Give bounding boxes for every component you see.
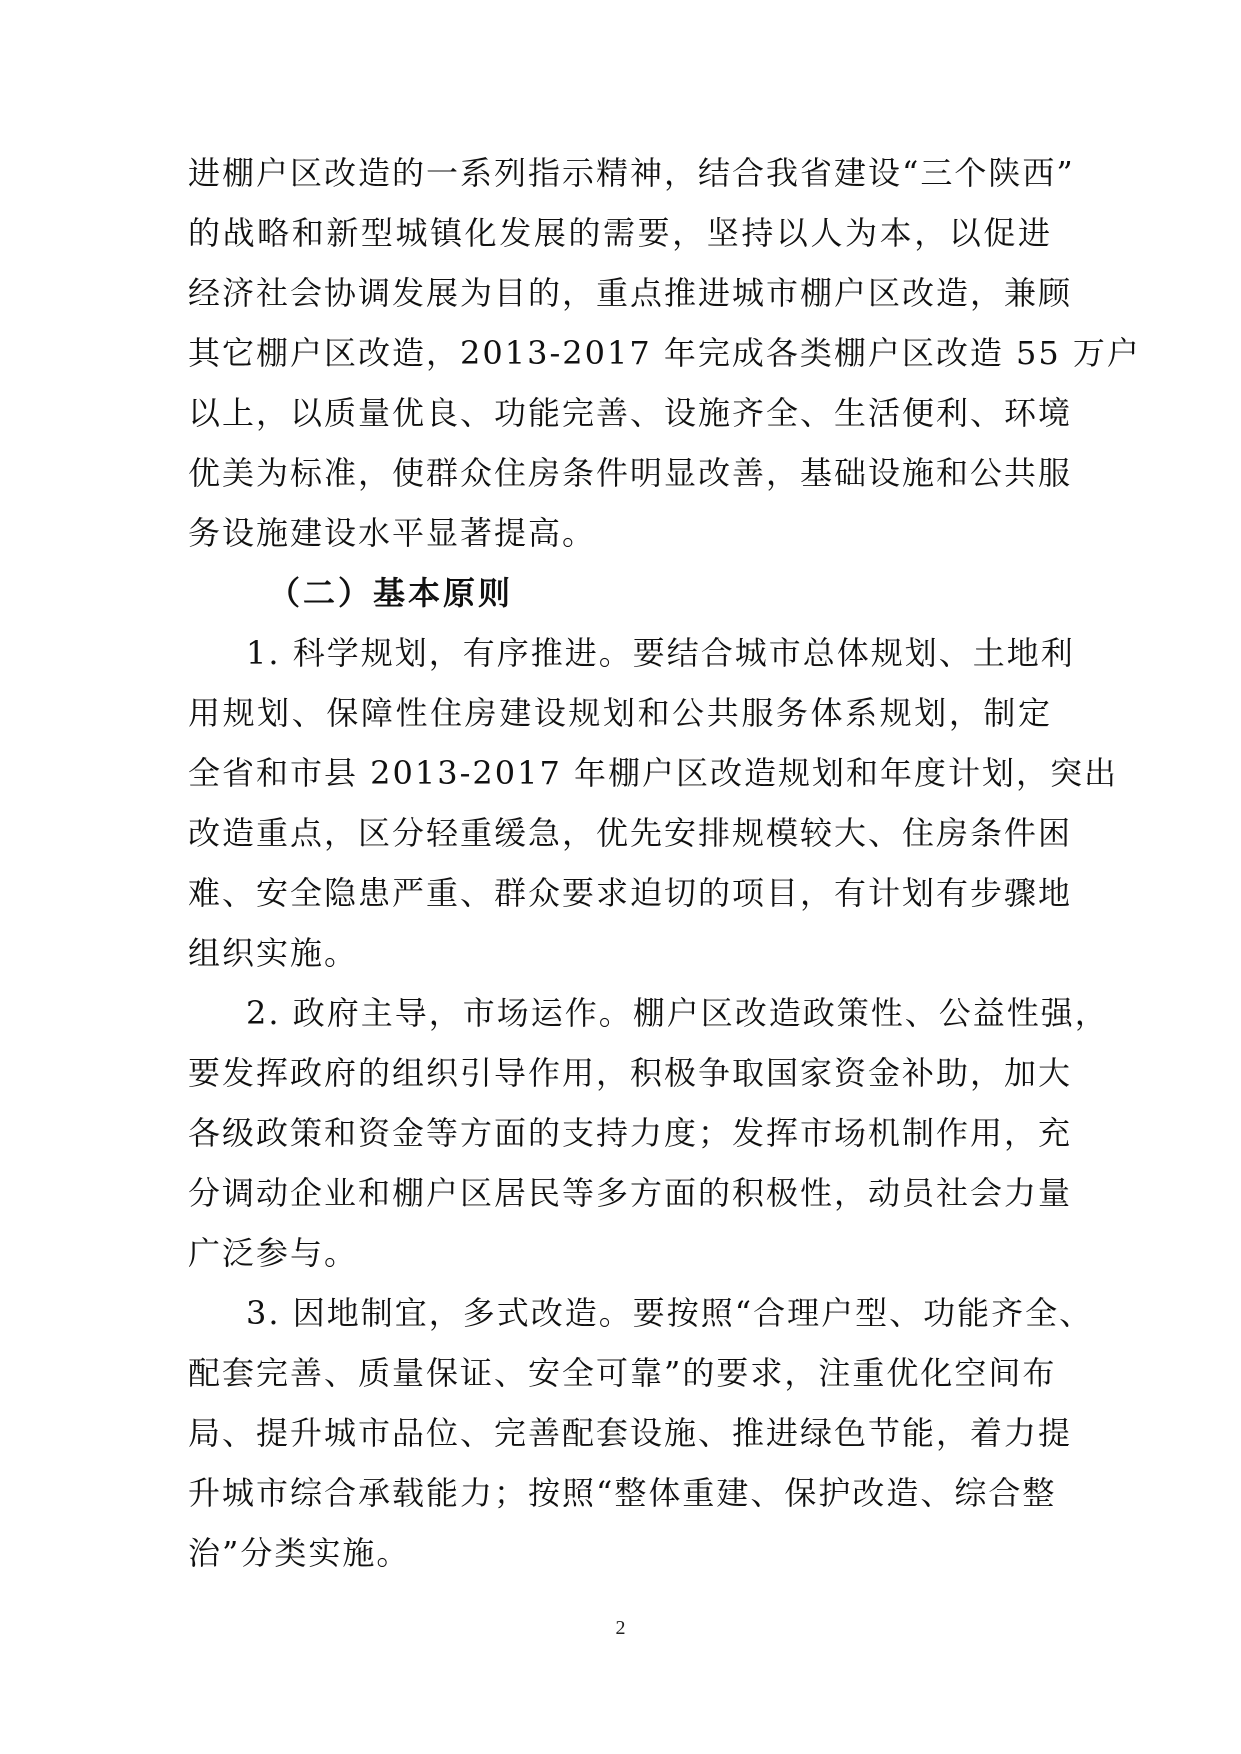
principle-3-line: 3. 因地制宜，多式改造。要按照“合理户型、功能齐全、 — [246, 1294, 1094, 1332]
section-heading: （二）基本原则 — [268, 574, 514, 612]
principle-2-line: 分调动企业和棚户区居民等多方面的积极性，动员社会力量 — [188, 1174, 1073, 1212]
principle-1-line: 改造重点，区分轻重缓急，优先安排规模较大、住房条件困 — [188, 814, 1073, 852]
principle-3-line: 治”分类实施。 — [188, 1534, 411, 1572]
paragraph-intro-line: 经济社会协调发展为目的，重点推进城市棚户区改造，兼顾 — [188, 274, 1073, 312]
principle-3-line: 局、提升城市品位、完善配套设施、推进绿色节能，着力提 — [188, 1414, 1073, 1452]
page-number: 2 — [615, 1617, 626, 1639]
principle-1-line: 组织实施。 — [188, 934, 359, 972]
principle-1-line: 用规划、保障性住房建设规划和公共服务体系规划，制定 — [188, 694, 1052, 732]
principle-2-line: 广泛参与。 — [188, 1234, 359, 1272]
principle-3-line: 升城市综合承载能力；按照“整体重建、保护改造、综合整 — [188, 1474, 1057, 1512]
paragraph-intro-line: 优美为标准，使群众住房条件明显改善，基础设施和公共服 — [188, 454, 1073, 492]
principle-2-line: 各级政策和资金等方面的支持力度；发挥市场机制作用，充 — [188, 1114, 1073, 1152]
principle-1-line: 1. 科学规划，有序推进。要结合城市总体规划、土地利 — [246, 634, 1075, 672]
principle-3-line: 配套完善、质量保证、安全可靠”的要求，注重优化空间布 — [188, 1354, 1057, 1392]
paragraph-intro-line: 以上，以质量优良、功能完善、设施齐全、生活便利、环境 — [188, 394, 1073, 432]
paragraph-intro-line: 的战略和新型城镇化发展的需要，坚持以人为本，以促进 — [188, 214, 1052, 252]
principle-2-line: 要发挥政府的组织引导作用，积极争取国家资金补助，加大 — [188, 1054, 1073, 1092]
paragraph-intro-line: 务设施建设水平显著提高。 — [188, 514, 597, 552]
paragraph-intro-line: 进棚户区改造的一系列指示精神，结合我省建设“三个陕西” — [188, 154, 1075, 192]
principle-2-line: 2. 政府主导，市场运作。棚户区改造政策性、公益性强， — [246, 994, 1109, 1032]
principle-1-line: 难、安全隐患严重、群众要求迫切的项目，有计划有步骤地 — [188, 874, 1073, 912]
paragraph-intro-line: 其它棚户区改造，2013-2017 年完成各类棚户区改造 55 万户 — [188, 334, 1141, 372]
principle-1-line: 全省和市县 2013-2017 年棚户区改造规划和年度计划，突出 — [188, 754, 1119, 792]
